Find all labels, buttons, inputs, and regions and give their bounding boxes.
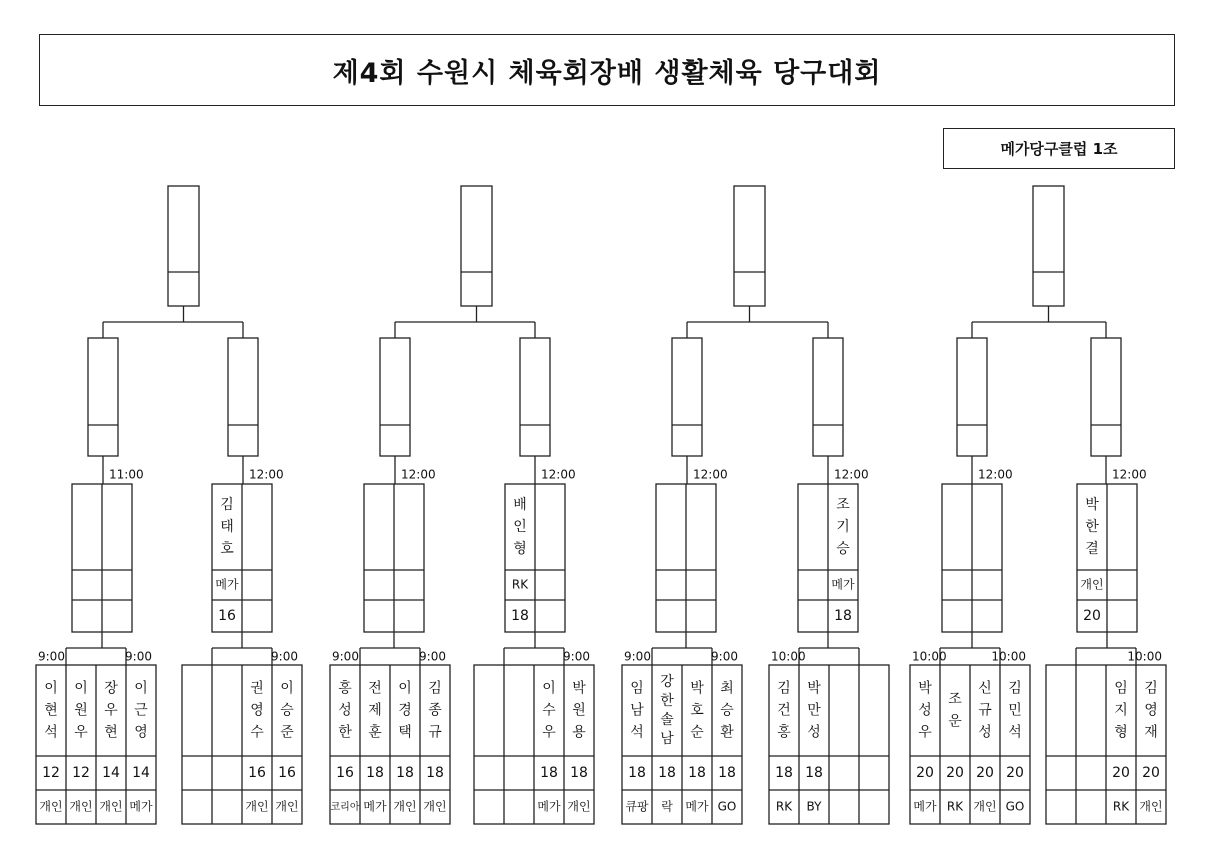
player-club: GO bbox=[1005, 799, 1025, 814]
player-name: 조 운 bbox=[948, 691, 962, 730]
semifinal-box bbox=[672, 338, 702, 456]
match-time: 12:00 bbox=[249, 467, 284, 482]
player-score: 18 bbox=[718, 765, 736, 781]
player-score: 18 bbox=[775, 765, 793, 781]
player-club: RK bbox=[946, 799, 964, 814]
player-club: 개인 bbox=[567, 799, 591, 814]
player-name: 이 현 석 bbox=[44, 680, 58, 741]
match-time: 12:00 bbox=[834, 467, 869, 482]
player-score: 20 bbox=[916, 765, 934, 781]
player-score: 18 bbox=[834, 608, 852, 624]
player-name: 김 종 규 bbox=[428, 680, 442, 741]
player-score: 18 bbox=[570, 765, 588, 781]
player-score: 18 bbox=[628, 765, 646, 781]
semifinal-box bbox=[380, 338, 410, 456]
player-club: 개인 bbox=[1139, 799, 1163, 814]
player-score: 20 bbox=[976, 765, 994, 781]
player-name: 홍 성 한 bbox=[338, 680, 352, 741]
player-score: 20 bbox=[1083, 608, 1101, 624]
player-club: 메가 bbox=[215, 577, 239, 592]
player-club: RK bbox=[775, 799, 793, 814]
player-club: 개인 bbox=[99, 799, 123, 814]
player-name: 신 규 성 bbox=[978, 680, 992, 741]
match-time: 9:00 bbox=[624, 649, 651, 664]
player-name: 박 한 결 bbox=[1085, 497, 1099, 557]
player-name: 이 승 준 bbox=[280, 680, 294, 741]
player-club: 메가 bbox=[537, 799, 561, 814]
player-name: 김 민 석 bbox=[1008, 680, 1022, 741]
player-score: 16 bbox=[336, 765, 354, 781]
player-club: 개인 bbox=[973, 799, 997, 814]
player-name: 장 우 현 bbox=[104, 680, 118, 741]
player-score: 18 bbox=[366, 765, 384, 781]
player-score: 16 bbox=[218, 608, 236, 624]
tournament-title: 제4회 수원시 체육회장배 생활체육 당구대회 bbox=[332, 57, 882, 89]
match-time: 12:00 bbox=[1112, 467, 1147, 482]
player-club: 락 bbox=[661, 799, 673, 814]
final-box bbox=[168, 186, 199, 306]
match-time: 10:00 bbox=[771, 649, 806, 664]
match-time: 9:00 bbox=[38, 649, 65, 664]
player-club: 개인 bbox=[275, 799, 299, 814]
semifinal-box bbox=[520, 338, 550, 456]
player-name: 이 근 영 bbox=[134, 680, 148, 741]
player-score: 16 bbox=[278, 765, 296, 781]
match-time: 9:00 bbox=[125, 649, 152, 664]
player-score: 12 bbox=[72, 765, 90, 781]
player-score: 18 bbox=[540, 765, 558, 781]
player-club: 개인 bbox=[1080, 577, 1104, 592]
player-club: RK bbox=[511, 577, 529, 592]
player-name: 김 영 재 bbox=[1144, 680, 1158, 741]
semifinal-box bbox=[228, 338, 258, 456]
match-time: 10:00 bbox=[1127, 649, 1162, 664]
player-club: 코리아 bbox=[330, 802, 360, 813]
player-score: 20 bbox=[1112, 765, 1130, 781]
player-name: 박 원 용 bbox=[572, 680, 586, 741]
player-score: 14 bbox=[102, 765, 120, 781]
player-club: 메가 bbox=[129, 799, 153, 814]
match-time: 10:00 bbox=[991, 649, 1026, 664]
match-time: 12:00 bbox=[978, 467, 1013, 482]
player-name: 이 경 택 bbox=[398, 680, 412, 741]
player-club: GO bbox=[717, 799, 737, 814]
player-score: 18 bbox=[658, 765, 676, 781]
player-score: 16 bbox=[248, 765, 266, 781]
player-name: 강 한 솔 남 bbox=[660, 674, 674, 747]
final-box bbox=[734, 186, 765, 306]
player-name: 박 호 순 bbox=[690, 680, 704, 741]
player-name: 박 만 성 bbox=[807, 680, 821, 741]
player-name: 전 제 훈 bbox=[368, 680, 382, 741]
player-score: 14 bbox=[132, 765, 150, 781]
player-score: 12 bbox=[42, 765, 60, 781]
player-name: 임 지 형 bbox=[1114, 680, 1128, 741]
match-time: 12:00 bbox=[541, 467, 576, 482]
player-club: 메가 bbox=[685, 799, 709, 814]
player-club: 개인 bbox=[393, 799, 417, 814]
player-club: 메가 bbox=[831, 577, 855, 592]
player-name: 권 영 수 bbox=[250, 680, 264, 741]
semifinal-box bbox=[957, 338, 987, 456]
player-score: 18 bbox=[396, 765, 414, 781]
player-name: 박 성 우 bbox=[918, 680, 932, 741]
player-name: 임 남 석 bbox=[630, 680, 644, 741]
semifinal-box bbox=[88, 338, 118, 456]
match-time: 9:00 bbox=[271, 649, 298, 664]
player-score: 20 bbox=[1006, 765, 1024, 781]
player-club: 개인 bbox=[423, 799, 447, 814]
player-club: 개인 bbox=[39, 799, 63, 814]
player-club: RK bbox=[1112, 799, 1130, 814]
player-club: 개인 bbox=[245, 799, 269, 814]
player-club: 큐팡 bbox=[625, 799, 649, 814]
player-score: 18 bbox=[511, 608, 529, 624]
player-score: 20 bbox=[946, 765, 964, 781]
player-name: 이 수 우 bbox=[542, 680, 556, 741]
match-time: 10:00 bbox=[912, 649, 947, 664]
player-score: 18 bbox=[426, 765, 444, 781]
match-time: 9:00 bbox=[563, 649, 590, 664]
player-club: BY bbox=[806, 799, 822, 814]
match-time: 9:00 bbox=[711, 649, 738, 664]
final-box bbox=[1033, 186, 1064, 306]
player-score: 18 bbox=[805, 765, 823, 781]
final-box bbox=[461, 186, 492, 306]
player-name: 김 태 호 bbox=[220, 497, 234, 557]
player-name: 조 기 승 bbox=[836, 497, 850, 557]
player-club: 메가 bbox=[913, 799, 937, 814]
match-time: 12:00 bbox=[401, 467, 436, 482]
group-label: 메가당구클럽 1조 bbox=[1000, 140, 1118, 158]
player-score: 18 bbox=[688, 765, 706, 781]
match-time: 12:00 bbox=[693, 467, 728, 482]
player-club: 개인 bbox=[69, 799, 93, 814]
match-time: 9:00 bbox=[419, 649, 446, 664]
player-name: 최 승 환 bbox=[720, 680, 734, 741]
semifinal-box bbox=[1091, 338, 1121, 456]
player-name: 김 건 홍 bbox=[777, 680, 791, 741]
semifinal-box bbox=[813, 338, 843, 456]
player-name: 배 인 형 bbox=[513, 497, 527, 557]
match-time: 9:00 bbox=[332, 649, 359, 664]
player-score: 20 bbox=[1142, 765, 1160, 781]
match-time: 11:00 bbox=[109, 467, 144, 482]
player-name: 이 원 우 bbox=[74, 680, 88, 741]
player-club: 메가 bbox=[363, 799, 387, 814]
